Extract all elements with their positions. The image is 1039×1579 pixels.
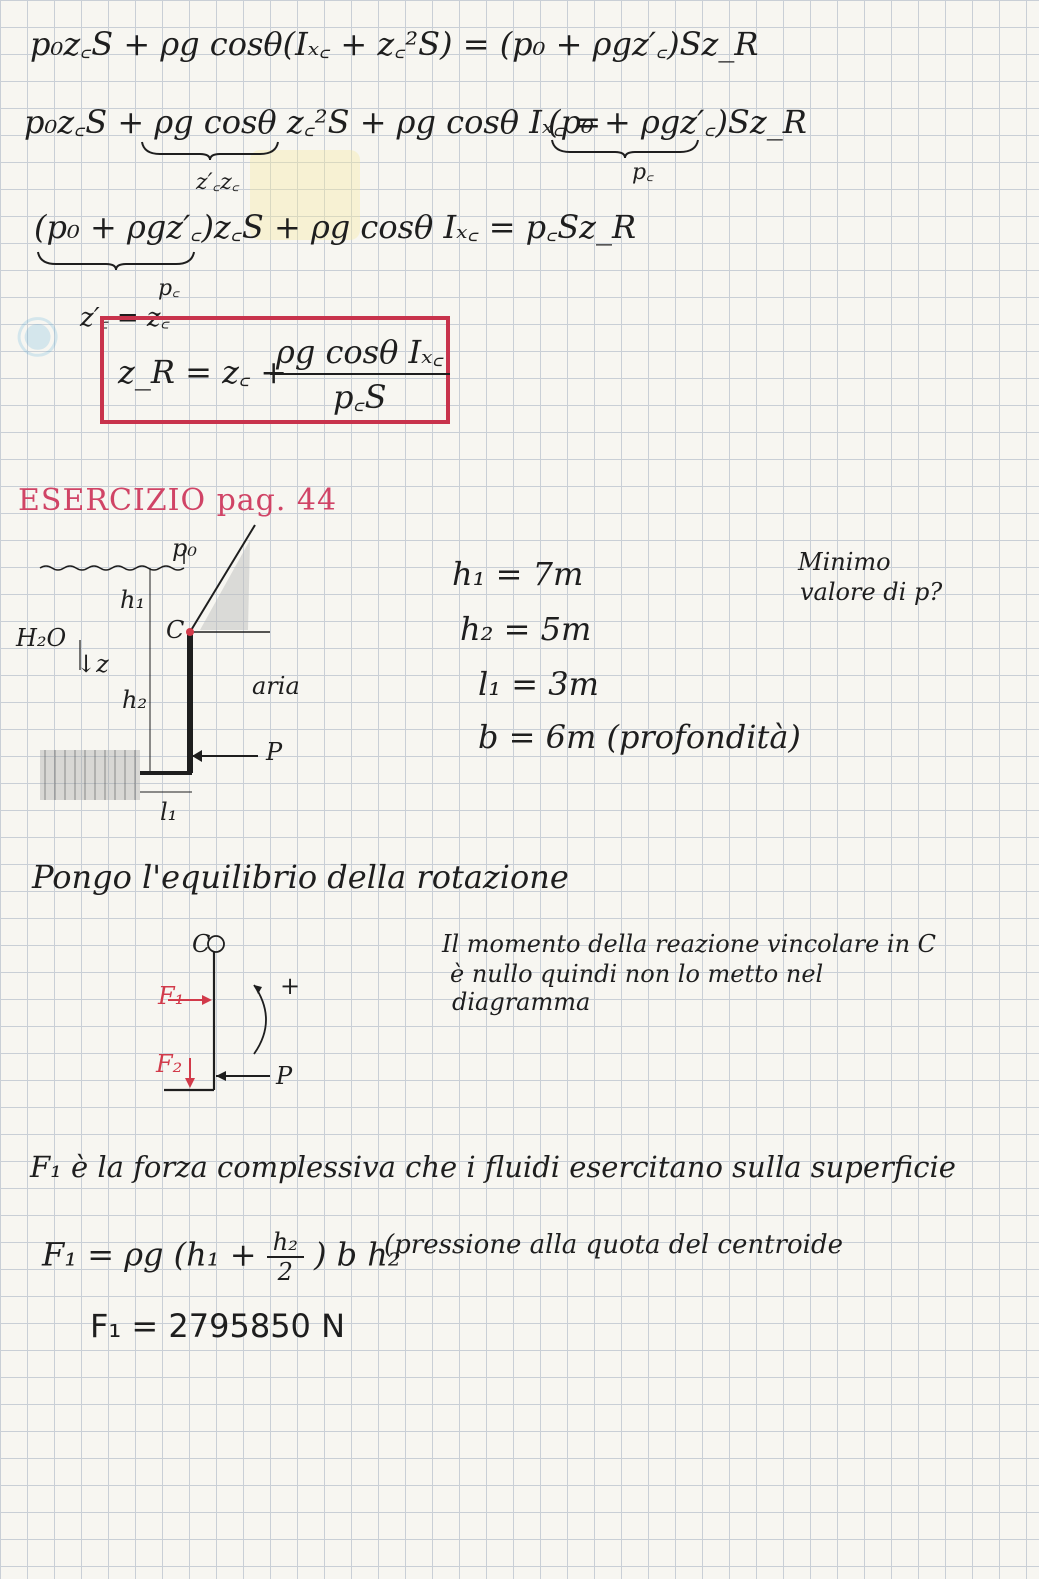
label-l1: l₁	[160, 798, 178, 826]
boxed-lhs: z_R = z꜀ +	[118, 353, 288, 391]
data-h2: h₂ = 5m	[460, 610, 592, 648]
force-formula	[42, 1228, 401, 1286]
watermark-stamp: ◉	[0, 296, 72, 372]
rotation-note-3: diagramma	[452, 988, 591, 1016]
question-line-1: Minimo	[798, 548, 891, 576]
data-b: b = 6m (profondità)	[478, 718, 801, 756]
boxed-fraction	[270, 330, 450, 418]
rot-label-F1: F₁	[158, 982, 185, 1010]
force-frac-num: h₂	[267, 1228, 304, 1258]
exercise-title: ESERCIZIO pag. 44	[18, 483, 338, 518]
equation-2-right: (p₀ + ρgz′꜀)Sz_R	[548, 103, 807, 141]
label-water: H₂O	[16, 624, 67, 652]
equation-1: p₀z꜀S + ρg cosθ(Iₓ꜀ + z꜀²S) = (p₀ + ρgz′꜀)Sz_R	[30, 25, 759, 63]
force-formula-note: (pressione alla quota del centroide	[384, 1230, 843, 1260]
boxed-numerator: ρg cosθ Iₓ꜀	[270, 330, 450, 375]
data-l1: l₁ = 3m	[478, 665, 599, 703]
rot-label-C: C	[192, 930, 211, 958]
label-p0: p₀	[172, 534, 197, 562]
rot-label-plus: +	[280, 972, 301, 1000]
boxed-denominator: p꜀S	[333, 378, 387, 416]
data-h1: h₁ = 7m	[452, 555, 584, 593]
force-frac-den: 2	[277, 1258, 293, 1286]
underbrace-2	[550, 138, 700, 160]
force-formula-lhs: F₁ = ρg	[42, 1235, 164, 1274]
label-h2: h₂	[122, 686, 148, 714]
force-formula-after: ) b h₂	[313, 1235, 401, 1274]
rot-label-P: P	[276, 1062, 293, 1090]
rotation-note-2: è nullo quindi non lo metto nel	[450, 960, 824, 988]
equation-4: z′꜀ = z꜀	[80, 303, 170, 333]
label-air: aria	[252, 672, 300, 700]
underbrace-1	[140, 140, 280, 162]
tank-diagram	[0, 520, 360, 830]
equation-2-left: p₀z꜀S + ρg cosθ z꜀²S + ρg cosθ Iₓ꜀ =	[24, 103, 602, 141]
force-formula-paren: (h₁ +	[173, 1235, 257, 1274]
label-z: ↓z	[76, 650, 109, 678]
force-sentence: F₁ è la forza complessiva che i fluidi esercitano sulla superficie	[30, 1150, 956, 1184]
underbrace-2-note: p꜀	[632, 160, 654, 185]
rot-label-F2: F₂	[156, 1050, 183, 1078]
underbrace-3	[36, 250, 196, 272]
underbrace-1-note: z′꜀z꜀	[196, 170, 240, 195]
rotation-note-1: Il momento della reazione vincolare in C	[442, 930, 937, 958]
question-line-2: valore di p?	[800, 578, 943, 606]
underbrace-3-note: p꜀	[158, 276, 180, 301]
rotation-heading: Pongo l'equilibrio della rotazione	[32, 858, 569, 896]
label-C: C	[166, 616, 185, 644]
force-result: F₁ = 2795850 N	[90, 1307, 346, 1345]
label-h1: h₁	[120, 586, 146, 614]
label-P: P	[266, 738, 283, 766]
equation-3: (p₀ + ρgz′꜀)z꜀S + ρg cosθ Iₓ꜀ = p꜀Sz_R	[34, 208, 637, 246]
